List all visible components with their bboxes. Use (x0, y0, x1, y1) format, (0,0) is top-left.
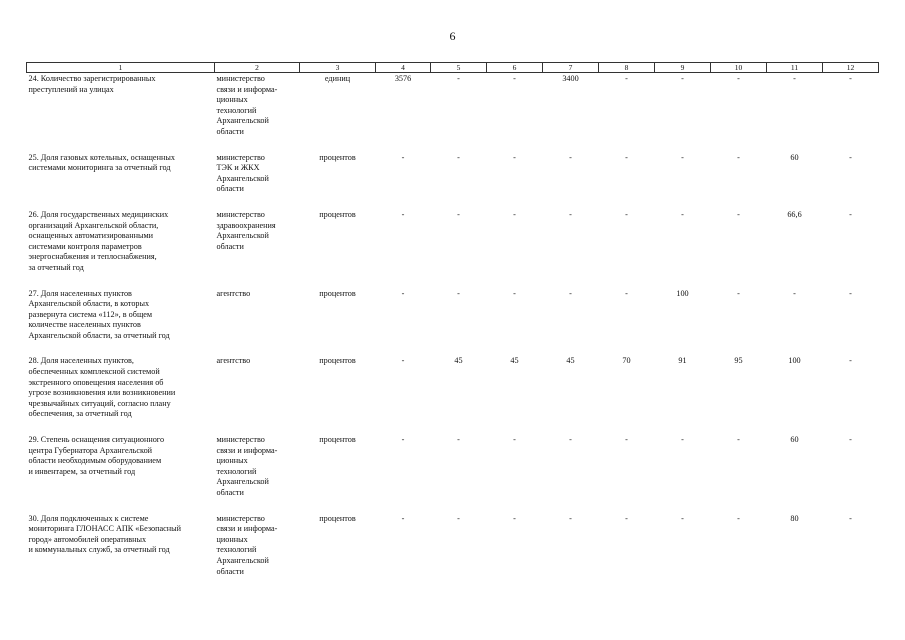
table-row (27, 355, 879, 434)
indicator-value: 70 (622, 356, 631, 366)
indicator-value: - (569, 209, 572, 219)
indicator-value: 100 (676, 288, 689, 298)
responsible-executor: агентство (216, 288, 251, 298)
indicator-value: - (513, 209, 516, 219)
unit-of-measure: процентов (319, 513, 356, 523)
responsible-executor: министерство связи и информа- ционных технологий Архангельской области (216, 74, 278, 136)
indicator-name: 27. Доля населенных пунктов Архангельской области, в которых развернута система «112», в общем количестве населенных пунктов Архангельской области, за отчетный год (28, 288, 170, 340)
column-header: 10 (711, 63, 767, 73)
table-row (27, 152, 879, 209)
indicator-value: - (513, 513, 516, 523)
indicator-value: 91 (678, 356, 687, 366)
unit-of-measure: процентов (319, 435, 356, 445)
indicator-value: - (625, 288, 628, 298)
indicator-value: - (849, 152, 852, 162)
unit-of-measure: процентов (319, 209, 356, 219)
indicator-value: - (457, 209, 460, 219)
table-body (27, 73, 879, 592)
indicator-value: - (737, 288, 740, 298)
indicator-value: 60 (790, 152, 799, 162)
indicator-value: - (849, 513, 852, 523)
column-header: 12 (823, 63, 879, 73)
indicator-value: - (849, 74, 852, 83)
responsible-executor: агентство (216, 356, 251, 366)
column-header: 4 (376, 63, 431, 73)
indicator-value: - (681, 435, 684, 445)
indicator-value: - (681, 209, 684, 219)
unit-of-measure: процентов (319, 288, 356, 298)
indicator-value: - (401, 152, 405, 162)
indicator-value: - (401, 288, 405, 298)
indicator-value: 3576 (394, 74, 412, 83)
unit-of-measure: процентов (319, 152, 356, 162)
indicator-value: - (513, 74, 516, 83)
column-header: 8 (599, 63, 655, 73)
responsible-executor: министерство связи и информа- ционных технологий Архангельской области (216, 435, 278, 497)
indicator-value: - (401, 513, 405, 523)
indicators-table (26, 62, 879, 591)
indicator-name: 29. Степень оснащения ситуационного центра Губернатора Архангельской области необходимым оборудованием и инвентарем, за отчетный год (28, 435, 165, 476)
indicator-value: 80 (790, 513, 799, 523)
indicator-value: 3400 (562, 74, 579, 83)
indicator-value: - (849, 435, 852, 445)
column-header: 1 (27, 63, 215, 73)
indicator-value: - (457, 435, 460, 445)
column-header: 5 (431, 63, 487, 73)
indicator-value: - (737, 152, 740, 162)
indicator-value: - (625, 209, 628, 219)
indicator-value: 45 (454, 356, 463, 366)
indicator-value: - (681, 74, 684, 83)
indicator-name: 28. Доля населенных пунктов, обеспеченных комплексной системой экстренного оповещения населения об угрозе возникновения или возникновении чрезвычайных ситуаций, согласно плану обеспечения, за отчетный год (28, 356, 176, 419)
indicator-value: - (737, 513, 740, 523)
indicator-value: 45 (510, 356, 519, 366)
indicator-value: - (569, 513, 572, 523)
indicator-value: 100 (788, 356, 801, 366)
indicator-value: 60 (790, 435, 799, 445)
indicator-value: - (401, 356, 405, 366)
indicator-value: - (793, 74, 796, 83)
column-header: 2 (215, 63, 300, 73)
indicator-value: - (737, 74, 740, 83)
indicator-value: - (513, 435, 516, 445)
responsible-executor: министерство связи и информа- ционных технологий Архангельской области (216, 513, 278, 576)
indicator-value: - (737, 209, 740, 219)
table-row (27, 73, 879, 152)
table-row (27, 288, 879, 356)
table-header (27, 63, 879, 73)
indicator-name: 24. Количество зарегистрированных преступлений на улицах (28, 74, 156, 94)
indicator-value: - (513, 152, 516, 162)
indicator-value: - (569, 152, 572, 162)
indicator-value: - (569, 435, 572, 445)
column-header: 7 (543, 63, 599, 73)
indicator-value: 45 (566, 356, 575, 366)
unit-of-measure: процентов (319, 356, 356, 366)
responsible-executor: министерство ТЭК и ЖКХ Архангельской области (216, 152, 269, 194)
indicator-value: - (849, 356, 852, 366)
indicator-value: - (457, 74, 460, 83)
indicator-value: - (793, 288, 796, 298)
indicator-name: 25. Доля газовых котельных, оснащенных системами мониторинга за отчетный год (28, 152, 175, 173)
column-header: 11 (767, 63, 823, 73)
indicator-value: - (625, 513, 628, 523)
indicator-value: - (457, 513, 460, 523)
indicator-value: - (681, 152, 684, 162)
indicator-value: - (401, 209, 405, 219)
indicator-value: - (849, 288, 852, 298)
indicator-value: - (681, 513, 684, 523)
indicator-value: - (401, 435, 405, 445)
indicator-value: - (513, 288, 516, 298)
indicator-value: - (457, 288, 460, 298)
indicator-value: - (737, 435, 740, 445)
table-row (27, 434, 879, 513)
indicator-value: 95 (734, 356, 743, 366)
column-header: 6 (487, 63, 543, 73)
indicator-value: 66,6 (787, 209, 802, 219)
indicator-value: - (457, 152, 460, 162)
column-header: 9 (655, 63, 711, 73)
table-row (27, 513, 879, 592)
indicator-value: - (625, 435, 628, 445)
page-number: 6 (449, 29, 456, 43)
indicator-value: - (625, 152, 628, 162)
unit-of-measure: единиц (324, 74, 351, 83)
indicator-name: 26. Доля государственных медицинских организаций Архангельской области, оснащенных автоматизированными системами контроля параметров энергоснабжения и теплоснабжения, за отчетный год (28, 209, 169, 272)
column-header: 3 (300, 63, 376, 73)
table-row (27, 209, 879, 288)
indicator-value: - (849, 209, 852, 219)
responsible-executor: министерство здравоохранения Архангельской области (216, 209, 276, 251)
indicator-value: - (625, 74, 628, 83)
indicator-value: - (569, 288, 572, 298)
indicator-name: 30. Доля подключенных к системе мониторинга ГЛОНАСС АПК «Безопасный город» автомобилей оперативных и коммунальных служб, за отчетный год (28, 513, 182, 555)
